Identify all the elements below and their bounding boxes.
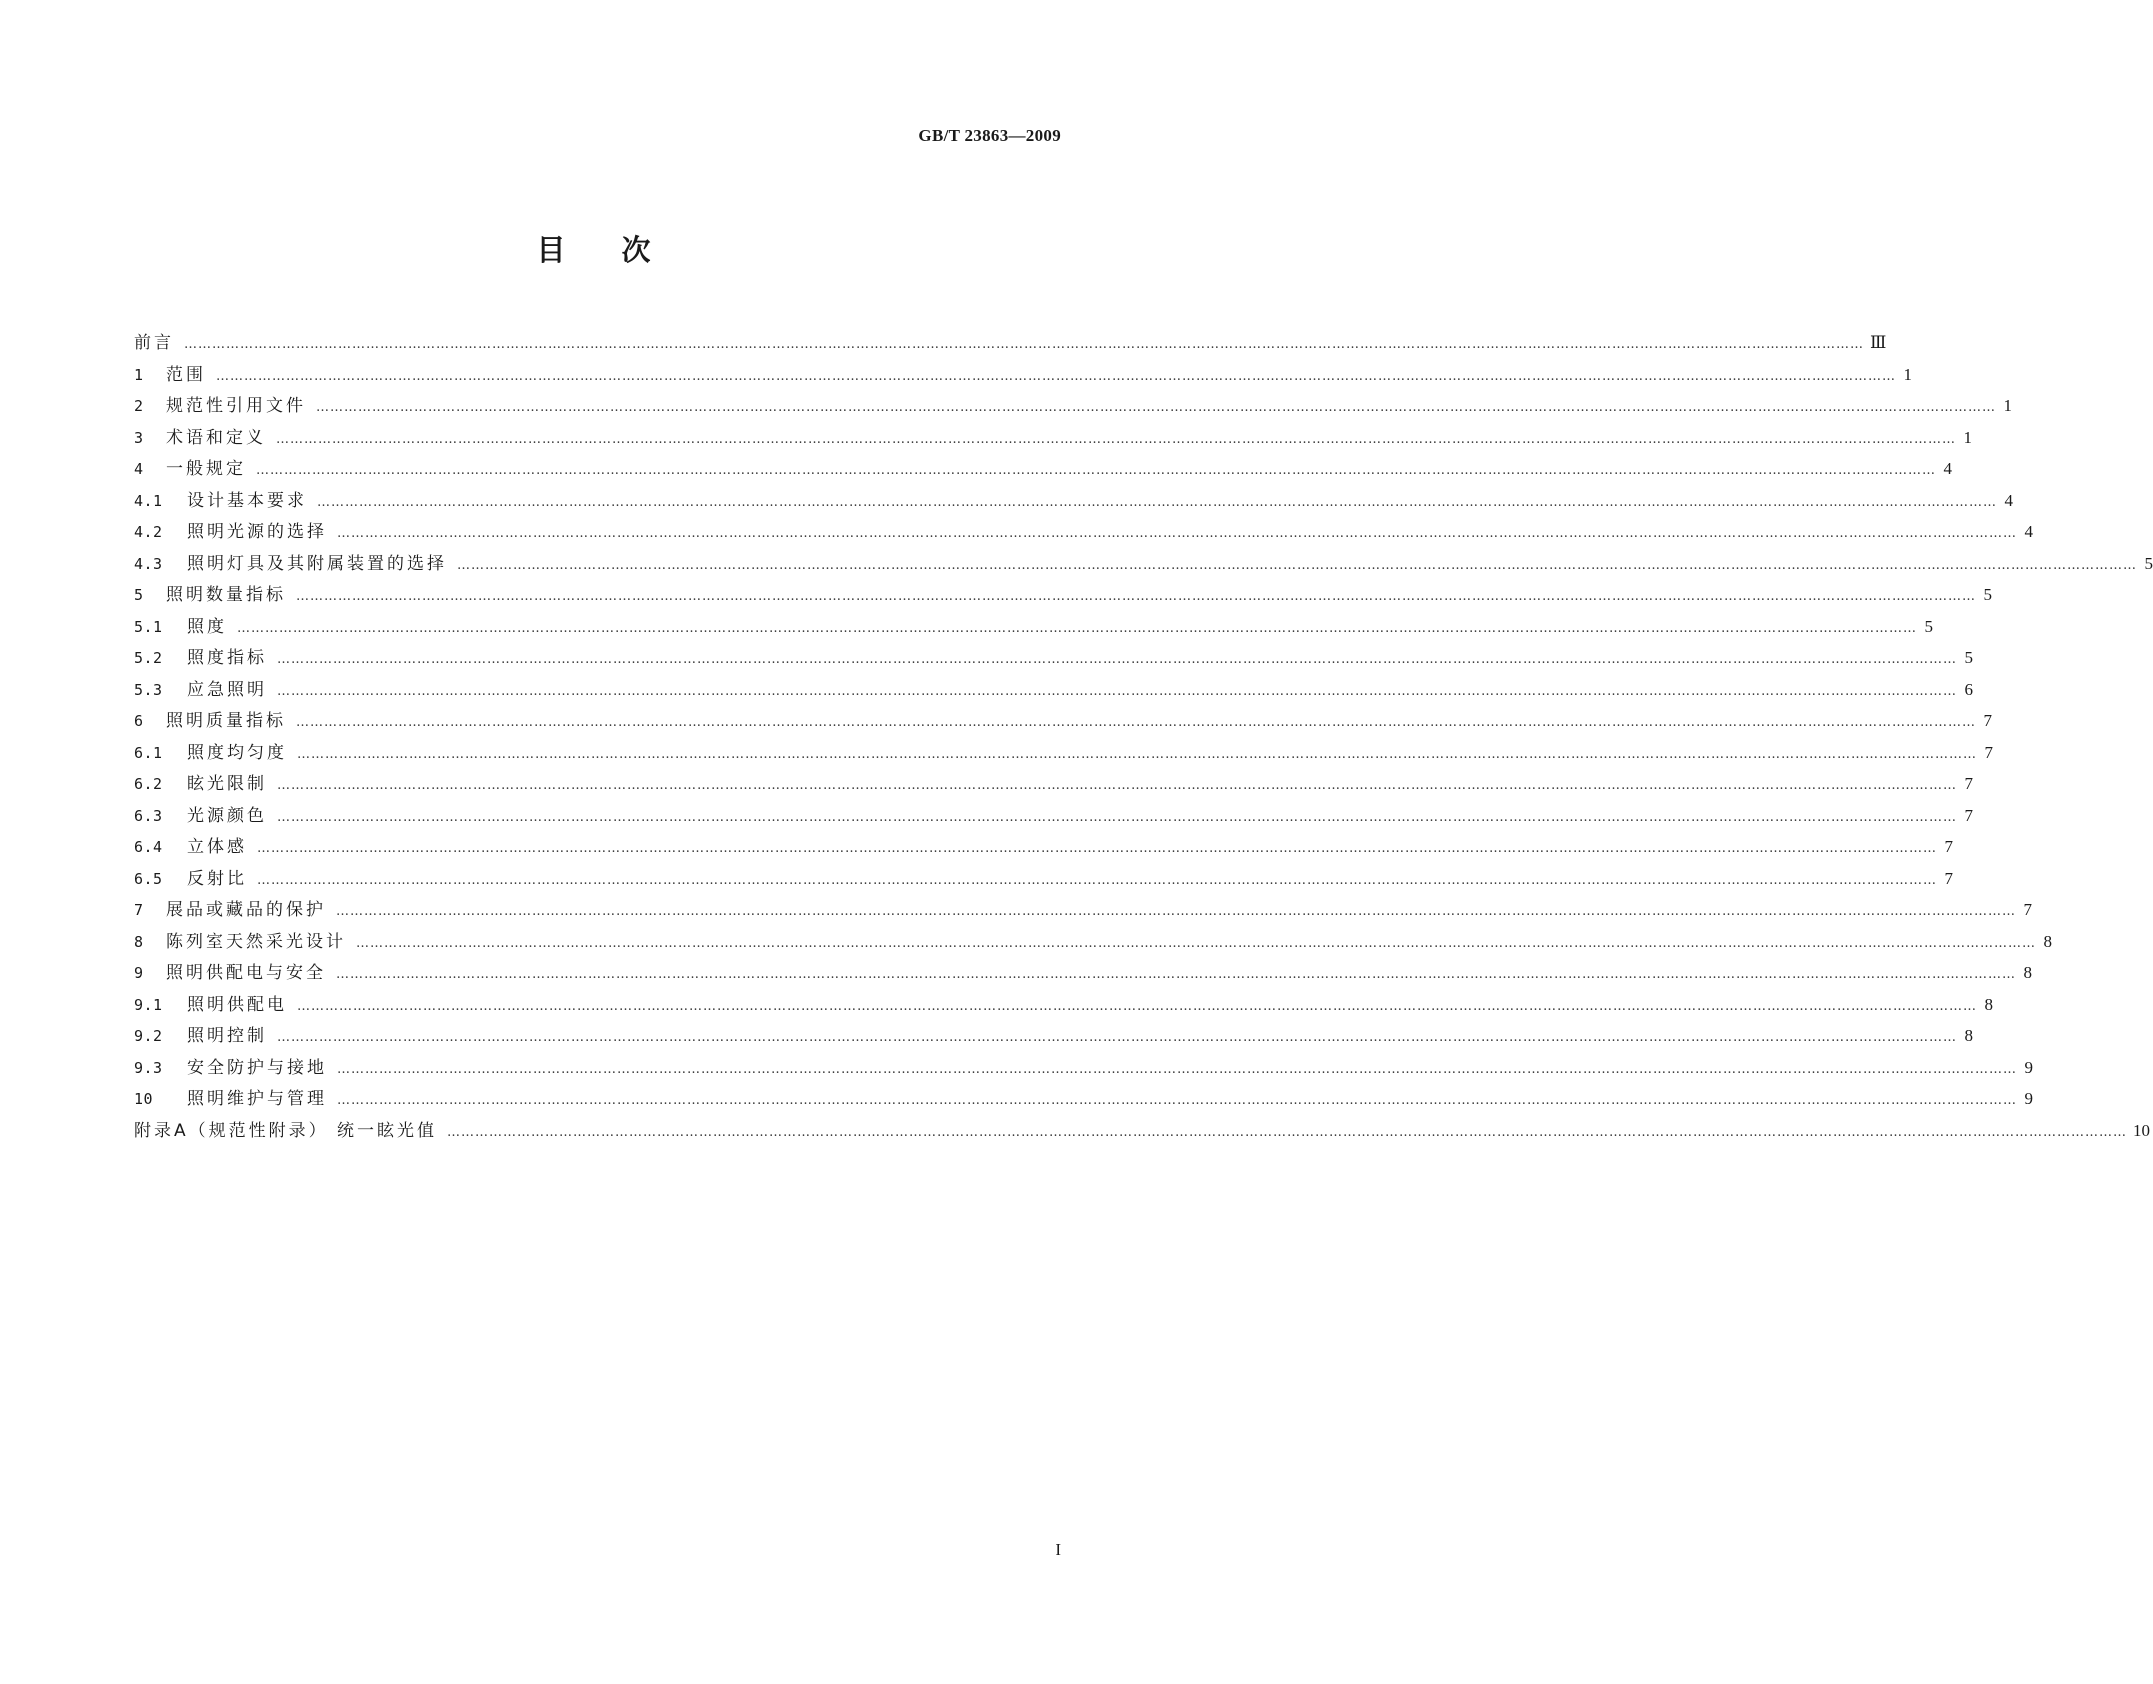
toc-entry-number: 5	[134, 586, 144, 604]
toc-entry[interactable]	[134, 863, 1953, 895]
toc-entry[interactable]	[134, 390, 2012, 422]
toc-entry-number: 4.3	[134, 554, 163, 573]
toc-entry-label: 立体感	[187, 837, 247, 857]
toc-entry-number: 6.4	[134, 838, 163, 856]
toc-dot-leader: ………………………………………………………………………………………………………………………………………………………………………………………………………………………………………………………………………………………………………………………………	[336, 967, 2016, 982]
toc-entry-label: 陈列室天然采光设计	[166, 931, 346, 952]
toc-entry[interactable]	[134, 737, 1993, 769]
toc-entry-page: 5	[1964, 648, 1973, 667]
toc-entry-label: 应急照明	[187, 679, 267, 700]
toc-dot-leader: ………………………………………………………………………………………………………………………………………………………………………………………………………………………………………………………………………………………………………………………………	[337, 1061, 2017, 1077]
toc-entry[interactable]	[134, 768, 1973, 800]
toc-entry-page: 4	[1943, 459, 1952, 478]
toc-entry[interactable]	[134, 894, 2032, 926]
toc-entry-page: 7	[1944, 868, 1953, 888]
toc-entry-number: 6	[134, 712, 144, 730]
toc-entry-label: 照度均匀度	[187, 742, 287, 763]
toc-entry-label: 一般规定	[166, 459, 246, 479]
toc-entry-label: 术语和定义	[166, 427, 266, 448]
toc-entry[interactable]	[134, 579, 1992, 611]
toc-dot-leader: ………………………………………………………………………………………………………………………………………………………………………………………………………………………………………………………………………………………………………………………………	[277, 809, 1957, 825]
toc-dot-leader: ………………………………………………………………………………………………………………………………………………………………………………………………………………………………………………………………………………………………………………………………	[257, 841, 1937, 856]
toc-dot-leader: ………………………………………………………………………………………………………………………………………………………………………………………………………………………………………………………………………………………………………………………………	[184, 337, 1864, 352]
toc-entry-number: 5.2	[134, 649, 163, 667]
toc-entry[interactable]	[134, 453, 1952, 485]
toc-entry-page: 6	[1964, 679, 1973, 699]
toc-entry-number: 4	[134, 460, 144, 478]
toc-entry-label: 照明质量指标	[166, 711, 286, 731]
toc-entry-number: 7	[134, 901, 144, 919]
toc-dot-leader: ………………………………………………………………………………………………………………………………………………………………………………………………………………………………………………………………………………………………………………………………	[336, 904, 2016, 919]
toc-entry[interactable]	[134, 422, 1972, 454]
page-number: I	[1055, 1540, 1061, 1559]
toc-dot-leader: ………………………………………………………………………………………………………………………………………………………………………………………………………………………………………………………………………………………………………………………………	[277, 1030, 1957, 1045]
toc-entry[interactable]	[134, 485, 2013, 517]
toc-entry-label: 眩光限制	[187, 774, 267, 794]
toc-entry-page: 9	[2024, 1057, 2033, 1077]
toc-dot-leader: ………………………………………………………………………………………………………………………………………………………………………………………………………………………………………………………………………………………………………………………………	[277, 652, 1957, 667]
toc-title-char-1: 目	[536, 233, 570, 267]
toc-entry[interactable]	[134, 957, 2032, 989]
toc-entry-number: 9.2	[134, 1027, 163, 1045]
toc-entry[interactable]	[134, 642, 1973, 674]
toc-entry-label: 安全防护与接地	[187, 1057, 327, 1078]
toc-title-char-2: 次	[621, 233, 655, 267]
toc-entry-number: 8	[134, 932, 144, 951]
toc-entry-label: 照度	[187, 616, 227, 637]
toc-entry-label: 照明维护与管理	[187, 1089, 327, 1109]
toc-dot-leader: ………………………………………………………………………………………………………………………………………………………………………………………………………………………………………………………………………………………………………………………………	[317, 494, 1997, 510]
toc-entry[interactable]	[134, 674, 1973, 706]
toc-entry-page: 1	[1963, 427, 1972, 447]
toc-entry-page: 4	[2024, 522, 2033, 541]
toc-entry-page: 7	[1944, 837, 1953, 856]
toc-entry[interactable]	[134, 359, 1912, 391]
toc-entry-page: 1	[1903, 364, 1912, 384]
toc-entry-label: 照明供配电与安全	[166, 963, 326, 983]
toc-dot-leader: ………………………………………………………………………………………………………………………………………………………………………………………………………………………………………………………………………………………………………………………………	[277, 778, 1957, 793]
toc-entry-number: 2	[134, 397, 144, 415]
toc-entry-number: 9.1	[134, 995, 163, 1014]
toc-entry-label: 前言	[134, 333, 174, 353]
toc-entry-number: 3	[134, 428, 144, 447]
toc-entry-number: 9.3	[134, 1058, 163, 1077]
toc-entry-label: 照明控制	[187, 1026, 267, 1046]
toc-entry-number: 4.2	[134, 523, 163, 541]
toc-dot-leader: ………………………………………………………………………………………………………………………………………………………………………………………………………………………………………………………………………………………………………………………………	[257, 872, 1937, 888]
toc-title	[0, 228, 1191, 269]
toc-entry-label: 光源颜色	[187, 805, 267, 826]
toc-entry[interactable]	[134, 926, 2052, 958]
toc-entry[interactable]	[134, 831, 1953, 863]
toc-entry-page: 8	[2023, 963, 2032, 982]
toc-entry-page: 5	[1924, 616, 1933, 636]
toc-entry[interactable]	[134, 1115, 2151, 1147]
toc-dot-leader: ………………………………………………………………………………………………………………………………………………………………………………………………………………………………………………………………………………………………………………………………	[237, 620, 1917, 636]
toc-entry-label: 规范性引用文件	[166, 396, 306, 416]
toc-entry-page: 10	[2133, 1120, 2151, 1140]
toc-entry-page: 9	[2024, 1089, 2033, 1108]
toc-entry-page: 7	[1984, 742, 1993, 762]
toc-entry[interactable]	[134, 1083, 2033, 1115]
toc-entry[interactable]	[134, 327, 1887, 359]
toc-entry-label: 照明数量指标	[166, 585, 286, 605]
toc-entry[interactable]	[134, 705, 1992, 737]
standard-code: GB/T 23863—2009	[918, 126, 1061, 145]
toc-entry-label: 附录A（规范性附录） 统一眩光值	[134, 1120, 438, 1141]
toc-entry-number: 1	[134, 365, 144, 384]
toc-dot-leader: ………………………………………………………………………………………………………………………………………………………………………………………………………………………………………………………………………………………………………………………………	[296, 715, 1976, 730]
toc-entry-page: 7	[1983, 711, 1992, 730]
toc-entry[interactable]	[134, 1020, 1973, 1052]
toc-dot-leader: ………………………………………………………………………………………………………………………………………………………………………………………………………………………………………………………………………………………………………………………………	[296, 589, 1976, 604]
toc-entry-number: 5.3	[134, 680, 163, 699]
toc-entry-number: 6.3	[134, 806, 163, 825]
toc-entry-page: 7	[1964, 774, 1973, 793]
toc-entry-label: 照明供配电	[187, 994, 287, 1015]
toc-entry-number: 6.2	[134, 775, 163, 793]
toc-entry-number: 4.1	[134, 491, 163, 510]
toc-entry-page: 8	[2043, 931, 2052, 951]
toc-entry[interactable]	[134, 548, 2153, 580]
toc-entry-label: 反射比	[187, 868, 247, 889]
toc-entry-label: 照明光源的选择	[187, 522, 327, 542]
toc-entry-number: 6.1	[134, 743, 163, 762]
toc-entry-page: 5	[1983, 585, 1992, 604]
toc-entry-number: 6.5	[134, 869, 163, 888]
toc-entry-label: 照明灯具及其附属装置的选择	[187, 553, 447, 574]
toc-entry-page: 1	[2003, 396, 2012, 415]
toc-dot-leader: ………………………………………………………………………………………………………………………………………………………………………………………………………………………………………………………………………………………………………………………………	[276, 431, 1956, 447]
toc-entry-page: 7	[2023, 900, 2032, 919]
toc-entry-page: Ⅲ	[1870, 333, 1887, 352]
toc-entry-label: 设计基本要求	[187, 490, 307, 511]
toc-dot-leader: ………………………………………………………………………………………………………………………………………………………………………………………………………………………………………………………………………………………………………………………………	[316, 400, 1996, 415]
toc-entry[interactable]	[134, 1052, 2033, 1084]
toc-dot-leader: ………………………………………………………………………………………………………………………………………………………………………………………………………………………………………………………………………………………………………………………………	[277, 683, 1957, 699]
toc-entry[interactable]	[134, 800, 1973, 832]
toc-dot-leader: ………………………………………………………………………………………………………………………………………………………………………………………………………………………………………………………………………………………………………………………………	[256, 463, 1936, 478]
toc-dot-leader: ………………………………………………………………………………………………………………………………………………………………………………………………………………………………………………………………………………………………………………………………	[457, 557, 2137, 573]
toc-entry-number: 5.1	[134, 617, 163, 636]
toc-dot-leader: ………………………………………………………………………………………………………………………………………………………………………………………………………………………………………………………………………………………………………………………………	[337, 526, 2017, 541]
toc-entry-page: 8	[1964, 1026, 1973, 1045]
toc-entry-page: 8	[1984, 994, 1993, 1014]
toc-dot-leader: ………………………………………………………………………………………………………………………………………………………………………………………………………………………………………………………………………………………………………………………………	[297, 746, 1977, 762]
toc-dot-leader: ………………………………………………………………………………………………………………………………………………………………………………………………………………………………………………………………………………………………………………………………	[337, 1093, 2017, 1108]
toc-dot-leader: ………………………………………………………………………………………………………………………………………………………………………………………………………………………………………………………………………………………………………………………………	[447, 1124, 2128, 1140]
toc-entry[interactable]	[134, 989, 1993, 1021]
toc-entry-label: 展品或藏品的保护	[166, 900, 326, 920]
toc-entry-number: 9	[134, 964, 144, 982]
toc-entry-number: 10	[134, 1090, 154, 1108]
toc-dot-leader: ………………………………………………………………………………………………………………………………………………………………………………………………………………………………………………………………………………………………………………………………	[356, 935, 2036, 951]
toc-entry[interactable]	[134, 516, 2033, 548]
toc-entry[interactable]	[134, 611, 1933, 643]
toc-entry-label: 范围	[166, 364, 206, 385]
toc-entry-label: 照度指标	[187, 648, 267, 668]
toc-entry-page: 5	[2144, 553, 2153, 573]
toc-dot-leader: ………………………………………………………………………………………………………………………………………………………………………………………………………………………………………………………………………………………………………………………………	[297, 998, 1977, 1014]
toc-entry-page: 4	[2004, 490, 2013, 510]
toc-entry-page: 7	[1964, 805, 1973, 825]
table-of-contents	[134, 327, 2153, 1146]
toc-dot-leader: ………………………………………………………………………………………………………………………………………………………………………………………………………………………………………………………………………………………………………………………………	[216, 368, 1896, 384]
